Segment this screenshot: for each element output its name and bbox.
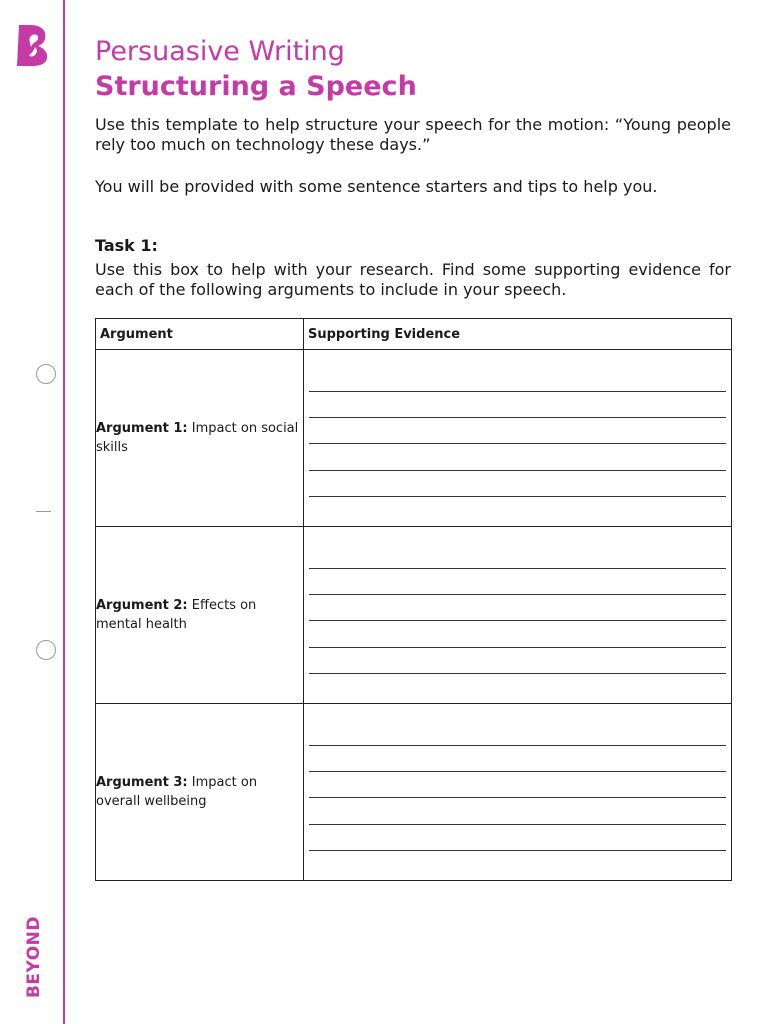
writing-line [309,470,726,471]
brand-name: BEYOND [24,915,44,999]
argument-text: Effects on mental health [96,598,257,632]
argument-cell [96,704,304,881]
evidence-writing-area[interactable] [304,527,732,704]
margin-line [63,0,65,1024]
argument-label: Argument 3: [96,775,188,790]
writing-line [309,594,726,595]
writing-line [309,673,726,674]
fold-mark [36,511,51,512]
brand-wordmark [10,916,58,998]
argument-cell [96,527,304,704]
punch-hole-bottom [36,640,56,660]
writing-line [309,850,726,851]
writing-line [309,824,726,825]
writing-line [309,797,726,798]
column-header-argument: Argument [96,319,304,350]
evidence-writing-area[interactable] [304,350,732,527]
beyond-b-logo-icon [14,22,52,66]
writing-line [309,391,726,392]
evidence-table [95,318,732,881]
argument-cell [96,350,304,527]
table-row [96,704,732,881]
table-row [96,350,732,527]
argument-label: Argument 1: [96,421,188,436]
writing-line [309,443,726,444]
writing-line [309,496,726,497]
worksheet-content [95,34,731,881]
column-header-evidence: Supporting Evidence [304,319,732,350]
page-subtitle: Persuasive Writing [95,36,345,67]
intro-paragraph: Use this template to help structure your speech for the motion: “Young people rely too much on technology these days.” [95,115,731,154]
writing-line [309,647,726,648]
writing-line [309,568,726,569]
evidence-writing-area[interactable] [304,704,732,881]
writing-line [309,745,726,746]
argument-text: Impact on social skills [96,421,299,455]
writing-line [309,771,726,772]
writing-line [309,417,726,418]
table-header-row [96,319,732,350]
task-instructions: Use this box to help with your research. Find some supporting evidence for each of the following arguments to include in your speech. [95,260,731,299]
table-row [96,527,732,704]
writing-line [309,620,726,621]
argument-text: Impact on overall wellbeing [96,775,258,809]
page-title: Structuring a Speech [95,71,417,102]
punch-hole-top [36,364,56,384]
task-heading: Task 1: [95,236,158,255]
tips-paragraph: You will be provided with some sentence starters and tips to help you. [95,177,658,196]
argument-label: Argument 2: [96,598,188,613]
